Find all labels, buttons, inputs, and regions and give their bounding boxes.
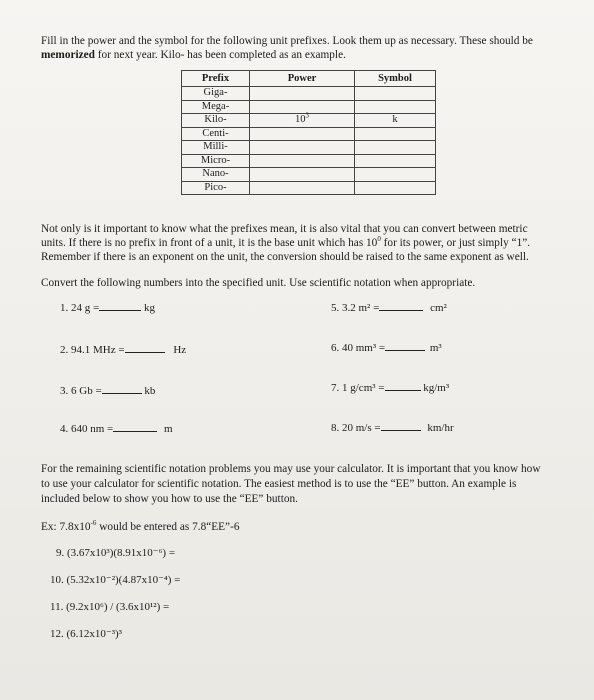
para2-exponent: 0 [377,235,381,244]
para2-line-2 [41,236,530,251]
problem-expression: (5.32x10⁻²)(4.87x10⁻⁴) = [66,574,181,586]
table-row [182,181,436,195]
problem-number: 4. [60,423,69,435]
header-prefix: Prefix [182,71,250,87]
problem-expression: (6.12x10⁻³)³ [66,628,122,640]
symbol-cell[interactable] [355,154,436,168]
problem-9 [56,546,175,560]
prefix-cell: Milli- [182,141,250,155]
problem-6 [331,340,442,355]
problem-unit: Hz [173,344,187,356]
problem-4 [60,421,173,436]
answer-blank[interactable] [125,342,165,353]
answer-blank[interactable] [379,300,423,311]
problem-given: 94.1 MHz = [71,344,125,356]
power-cell[interactable] [250,141,355,155]
table-row [182,127,436,141]
problem-unit: kg [143,302,155,314]
para2-line-2a: units. If there is no prefix in front of a unit, it is the base unit which has 10 [41,237,378,249]
answer-blank[interactable] [385,380,421,391]
problem-8 [331,420,454,435]
problem-11 [50,600,169,614]
prefix-cell: Mega- [182,100,250,114]
para3-line-3: included below to show you how to use the “EE” button. [41,493,298,505]
symbol-cell[interactable] [355,141,436,155]
problem-number: 10. [50,574,64,586]
problem-number: 12. [50,628,64,640]
prefix-cell: Centi- [182,127,250,141]
para3-line-1: For the remaining scientific notation problems you may use your calculator. It is important that you know how [41,463,541,475]
problem-number: 1. [60,302,69,314]
table-row [182,168,436,182]
problem-given: 6 Gb = [71,385,102,397]
prefix-table-header [182,71,436,87]
prefix-cell: Micro- [182,154,250,168]
prefix-cell: Pico- [182,181,250,195]
problem-given: 24 g = [71,302,100,314]
answer-blank[interactable] [113,421,157,432]
example-post: would be entered as 7.8“EE”-6 [96,521,240,533]
problem-number: 11. [50,601,64,613]
problem-given: 40 mm³ = [342,342,386,354]
problem-number: 5. [331,302,340,314]
table-row [182,154,436,168]
problem-given: 1 g/cm³ = [342,382,385,394]
prefix-table [181,70,436,195]
problem-unit: m [164,423,173,435]
problem-unit: cm² [430,302,447,314]
problem-expression: (3.67x10³)(8.91x10⁻⁶) = [67,547,176,559]
problem-7 [331,380,449,395]
problem-given: 20 m/s = [342,422,381,434]
intro-line-2-rest: for next year. Kilo- has been completed as an example. [97,49,346,61]
problem-1 [60,300,155,315]
table-row [182,114,436,128]
example-pre: Ex: 7.8x10 [41,521,91,533]
power-cell[interactable] [250,181,355,195]
prefix-cell: Giga- [182,87,250,101]
problem-2 [60,342,186,357]
answer-blank[interactable] [385,340,425,351]
symbol-cell[interactable] [355,127,436,141]
para2-line-3: Remember if there is an exponent on the unit, the conversion should be raised to the same exponent as well. [41,251,529,263]
symbol-cell[interactable] [355,181,436,195]
problem-number: 3. [60,385,69,397]
memorized-word: memorized [41,49,95,61]
para2-line-2b: for its power, or just simply “1”. [383,237,531,249]
prefix-cell: Nano- [182,168,250,182]
table-row [182,87,436,101]
answer-blank[interactable] [381,420,421,431]
para2-line-1: Not only is it important to know what the prefixes mean, it is also vital that you can convert between metric [41,223,528,235]
symbol-cell[interactable] [355,168,436,182]
symbol-cell[interactable] [355,100,436,114]
problem-unit: m³ [429,342,442,354]
power-exponent: 3 [305,111,309,120]
problem-5 [331,300,447,315]
power-cell[interactable] [250,154,355,168]
problem-unit: kg/m³ [423,382,450,394]
problem-10 [50,573,180,587]
table-row [182,141,436,155]
problem-expression: (9.2x10⁶) / (3.6x10¹²) = [66,601,170,613]
problem-given: 3.2 m² = [342,302,380,314]
convert-instruction: Convert the following numbers into the specified unit. Use scientific notation when appropriate. [41,277,476,289]
power-cell[interactable] [250,168,355,182]
power-cell[interactable] [250,87,355,101]
header-symbol: Symbol [355,71,436,87]
prefix-cell: Kilo- [182,114,250,128]
problem-number: 9. [56,547,65,559]
problem-unit: km/hr [427,422,454,434]
problem-unit: kb [144,385,156,397]
problem-number: 2. [60,344,69,356]
example-exponent: -6 [90,519,97,528]
problem-number: 8. [331,422,340,434]
answer-blank[interactable] [102,383,142,394]
problem-given: 640 nm = [71,423,114,435]
problem-number: 7. [331,382,340,394]
power-cell[interactable] [250,111,355,128]
power-cell[interactable] [250,127,355,141]
problem-3 [60,383,155,398]
example-line [41,520,239,535]
power-cell[interactable] [250,100,355,114]
header-power: Power [250,71,355,87]
problem-12 [50,627,122,641]
symbol-cell[interactable]: k [355,114,436,128]
intro-line-1: Fill in the power and the symbol for the following unit prefixes. Look them up as necessary. These should be [41,35,533,47]
intro-line-2 [41,48,346,63]
para3-line-2: to use your calculator for scientific notation. The easiest method is to use the “EE” button. An example is [41,478,517,490]
power-base: 10 [295,114,306,126]
problem-number: 6. [331,342,340,354]
answer-blank[interactable] [99,300,141,311]
symbol-cell[interactable] [355,87,436,101]
